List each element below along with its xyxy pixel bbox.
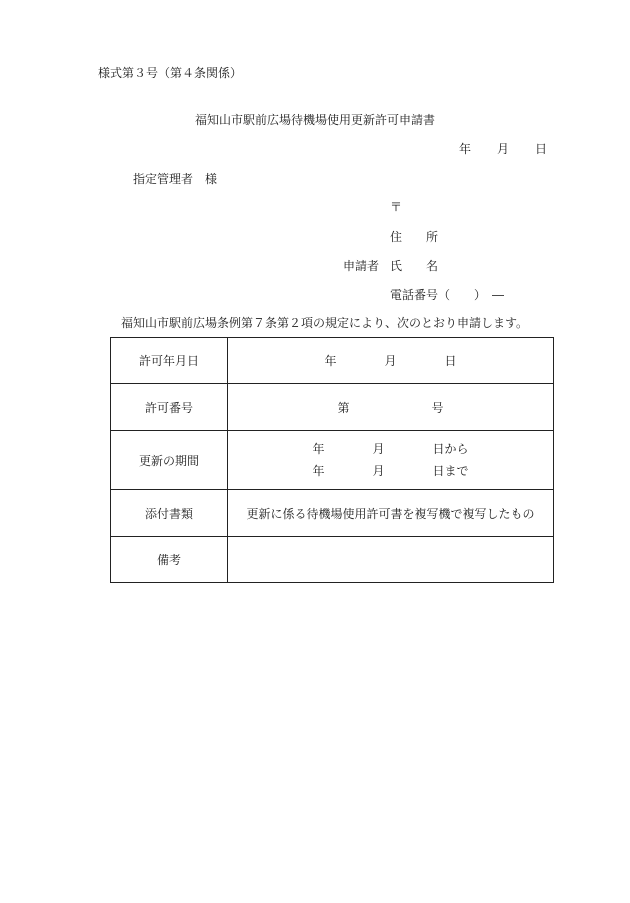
- renewal-to: [228, 460, 553, 482]
- renewal-to-month: 月: [372, 464, 385, 478]
- applicant-label: 申請者: [343, 259, 380, 273]
- addressee: 指定管理者 様: [133, 172, 218, 186]
- permit-date-day: 日: [444, 354, 457, 368]
- renewal-from-year: 年: [312, 442, 325, 456]
- document-title: 福知山市駅前広場待機場使用更新許可申請書: [194, 113, 435, 127]
- permit-date-month: 月: [384, 354, 397, 368]
- renewal-from-day: 日から: [432, 442, 469, 456]
- table-row: [111, 431, 554, 490]
- renewal-period-value: [228, 431, 554, 490]
- postal-mark: 〒: [390, 200, 403, 214]
- table-row: [111, 490, 554, 537]
- remarks-value: [228, 537, 554, 583]
- address-label: 住 所: [390, 230, 439, 244]
- table-row: [111, 338, 554, 384]
- renewal-from: [228, 438, 553, 460]
- name-label: 氏 名: [390, 259, 439, 273]
- permit-date-label: 許可年月日: [111, 338, 228, 384]
- intro-text: 福知山市駅前広場条例第７条第２項の規定により、次のとおり申請します。: [121, 316, 529, 330]
- permit-number-suffix: 号: [431, 400, 444, 415]
- date-month-label: 月: [497, 142, 510, 156]
- date-year-label: 年: [459, 142, 472, 156]
- submission-date: [459, 142, 547, 156]
- permit-number-value: [228, 384, 554, 431]
- permit-date-value: [228, 338, 554, 384]
- renewal-to-day: 日まで: [432, 464, 469, 478]
- permit-number-prefix: 第: [337, 400, 350, 415]
- renewal-to-year: 年: [312, 464, 325, 478]
- table-row: [111, 384, 554, 431]
- attachments-label: 添付書類: [111, 490, 228, 537]
- date-day-label: 日: [535, 142, 548, 156]
- renewal-from-month: 月: [372, 442, 385, 456]
- application-table: [110, 337, 554, 583]
- permit-date-year: 年: [324, 354, 337, 368]
- attachments-value: 更新に係る待機場使用許可書を複写機で複写したもの: [228, 490, 554, 537]
- form-number: 様式第３号（第４条関係）: [98, 66, 243, 80]
- renewal-period-label: 更新の期間: [111, 431, 228, 490]
- remarks-label: 備考: [111, 537, 228, 583]
- permit-number-label: 許可番号: [111, 384, 228, 431]
- table-row: [111, 537, 554, 583]
- phone-label: 電話番号（ ） ―: [390, 288, 505, 302]
